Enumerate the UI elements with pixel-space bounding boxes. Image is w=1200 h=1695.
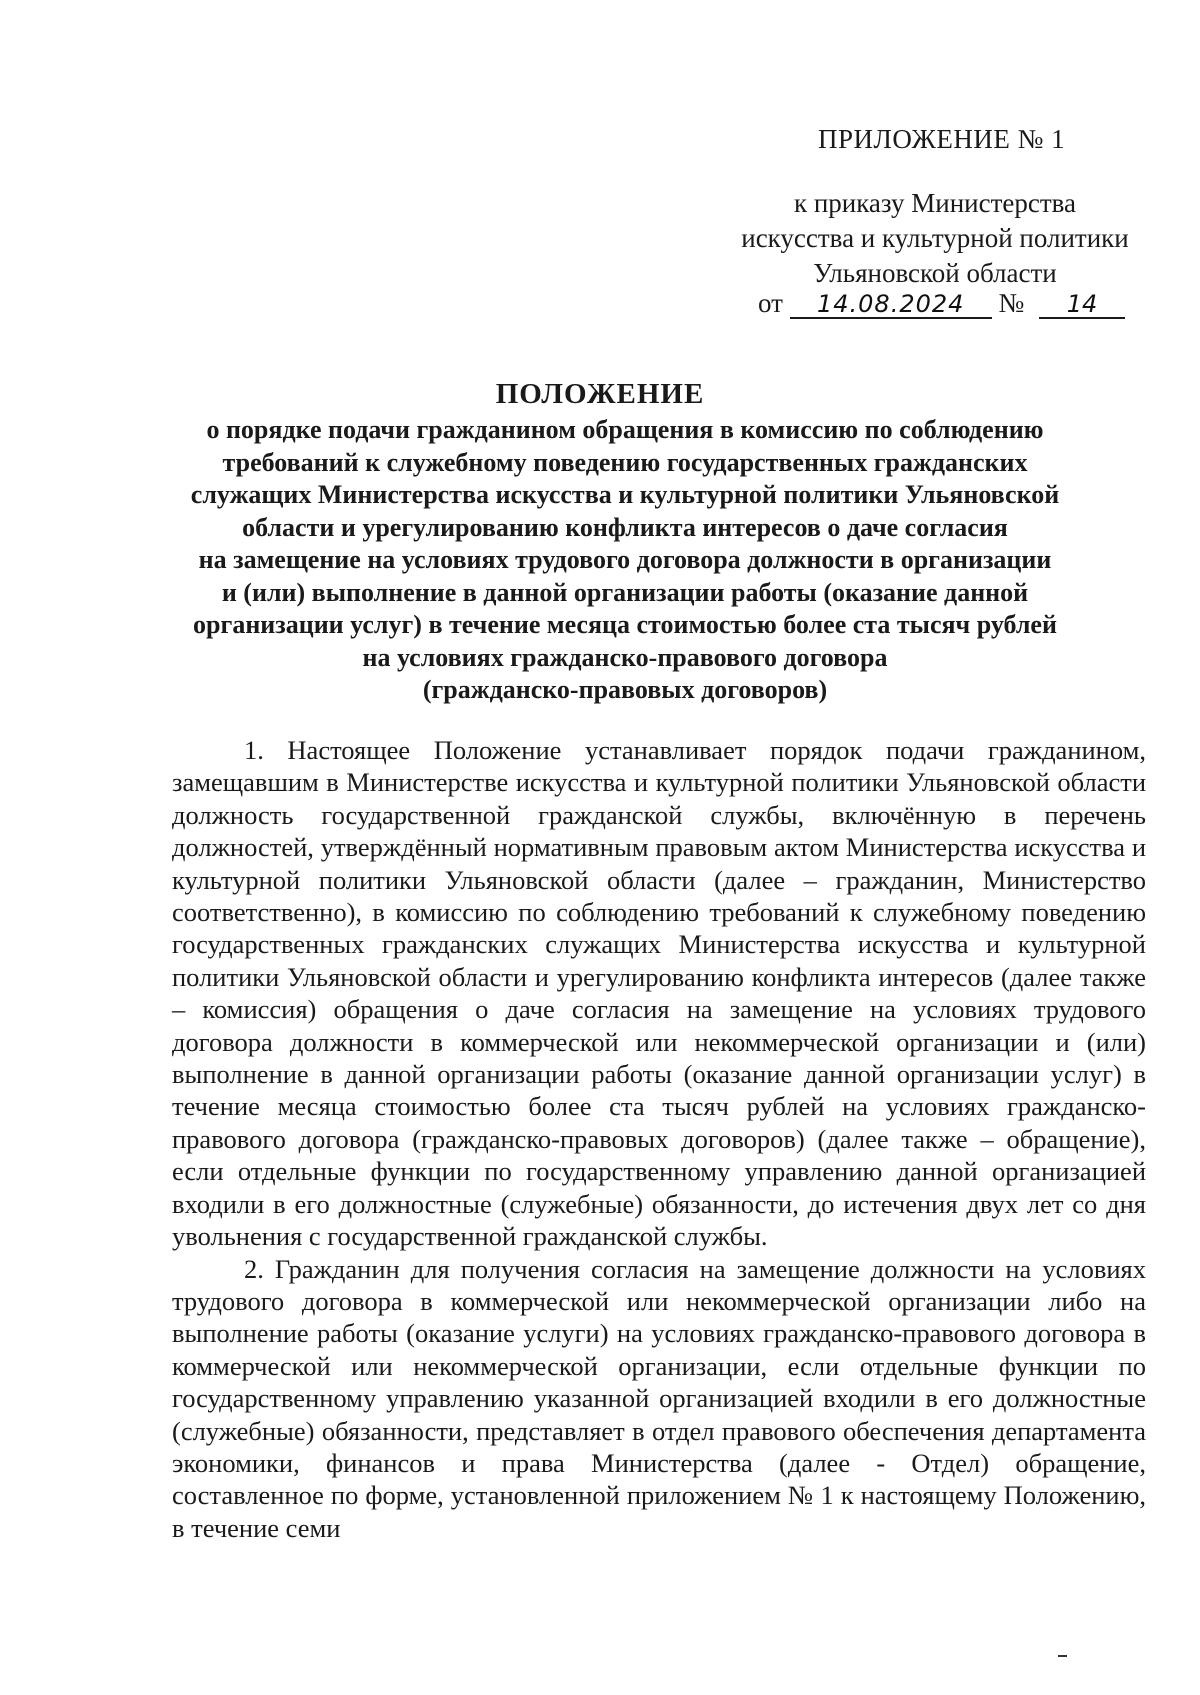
order-reference-line: Ульяновской области [813, 258, 1057, 288]
order-reference [720, 186, 1150, 291]
document-title: ПОЛОЖЕНИЕ [495, 378, 705, 410]
scan-mark [1058, 1655, 1067, 1657]
appendix-title: ПРИЛОЖЕНИЕ № 1 [818, 124, 1066, 154]
paragraph-2: 2. Гражданин для получения согласия на замещение должности на условиях трудового договора в коммерческой или некоммерческой организации либо на выполнение работы (оказание услуги) на условиях гражданско-правового договора в коммерческой или некоммерческой организации, если отдельные функции по государственному управлению указанной организацией входили в его должностные (служебные) обязанности, представляет в отдел правового обеспечения департамента экономики, финансов и права Министерства (далее - Отдел) обращение, составленное по форме, установленной приложением № 1 к настоящему Положению, в течение семи [172, 1253, 1146, 1543]
subtitle-line: (гражданско-правовых договоров) [422, 675, 828, 704]
document-subtitle [160, 414, 1090, 707]
handwritten-number: 14 [1039, 291, 1125, 319]
subtitle-line: требований к служебному поведению государственных гражданских [222, 447, 1028, 477]
paragraph-1: 1. Настоящее Положение устанавливает порядок подачи гражданином, замещавшим в Министерстве искусства и культурной политики Ульяновской области должность государственной гражданской службы, включённую в перечень должностей, утверждённый нормативным правовым актом Министерства искусства и культурной политики Ульяновской области (далее – гражданин, Министерство соответственно), в комиссию по соблюдению требований к служебному поведению государственных гражданских служащих Министерства искусства и культурной политики Ульяновской области и урегулированию конфликта интересов (далее также – комиссия) обращения о даче согласия на замещение на условиях трудового договора должности в коммерческой или некоммерческой организации и (или) выполнение в данной организации работы (оказание данной организации услуг) в течение месяца стоимостью более ста тысяч рублей на условиях гражданско-правового договора (гражданско-правовых договоров) (далее также – обращение), если отдельные функции по государственному управлению данной организацией входили в его должностные (служебные) обязанности, до истечения двух лет со дня увольнения с государственной гражданской службы. [172, 735, 1146, 1252]
order-date-number-line [758, 288, 1125, 319]
subtitle-line: области и урегулированию конфликта интересов о даче согласия [242, 512, 1008, 542]
number-prefix: № [998, 288, 1025, 318]
order-reference-line: искусства и культурной политики [741, 223, 1129, 253]
subtitle-line: организации услуг) в течение месяца стоимостью более ста тысяч рублей [193, 610, 1057, 639]
subtitle-line: и (или) выполнение в данной организации работы (оказание данной [221, 577, 1029, 607]
document-body [172, 734, 1146, 1544]
subtitle-line: на условиях гражданско-правового договора [362, 642, 888, 672]
order-reference-line: к приказу Министерства [793, 188, 1077, 218]
subtitle-line: служащих Министерства искусства и культурной политики Ульяновской [190, 480, 1060, 509]
date-prefix: от [758, 288, 783, 318]
subtitle-line: о порядке подачи гражданином обращения в комиссию по соблюдению [206, 415, 1044, 444]
handwritten-date: 14.08.2024 [790, 291, 992, 319]
subtitle-line: на замещение на условиях трудового договора должности в организации [198, 545, 1052, 574]
